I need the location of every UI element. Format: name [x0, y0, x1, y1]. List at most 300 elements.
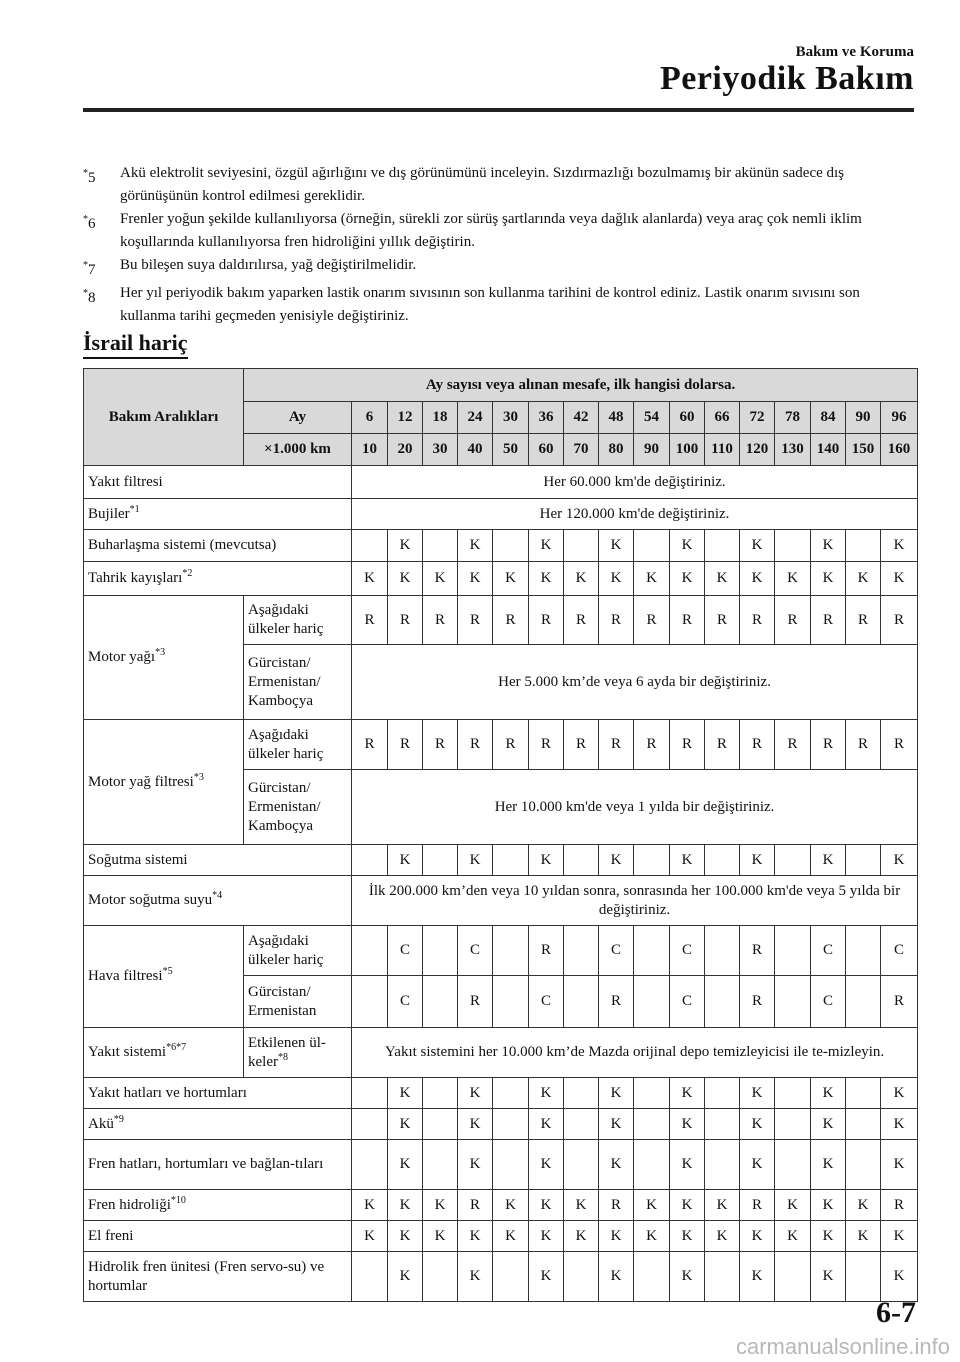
schedule-text: Yakıt sistemini her 10.000 km’de Mazda orijinal depo temizleyicisi ile te-mizleyin.	[352, 1028, 918, 1078]
schedule-cell: K	[458, 530, 493, 562]
schedule-cell: K	[811, 530, 846, 562]
schedule-cell	[564, 976, 599, 1028]
month-cell: 90	[846, 402, 881, 434]
schedule-cell: R	[740, 596, 775, 645]
schedule-cell: K	[811, 845, 846, 876]
schedule-cell: K	[458, 1078, 493, 1109]
item-label: Fren hatları, hortumları ve bağlan-tıları	[84, 1140, 352, 1190]
schedule-cell	[493, 1109, 529, 1140]
km-cell: 80	[599, 434, 634, 466]
schedule-cell: K	[881, 1140, 918, 1190]
footnote: *5 Akü elektrolit seviyesini, özgül ağırlığını ve dış görünümünü inceleyin. Sızdırmazlığı bozulmamış bir akünün sadece dış görünüşünün kontrol edilmesi gereklidir.	[83, 165, 845, 204]
schedule-cell: R	[670, 720, 705, 770]
item-label: Hava filtresi$^{*5}$	[84, 926, 244, 1028]
schedule-cell: R	[670, 596, 705, 645]
schedule-cell: C	[599, 926, 634, 976]
section-label: Bakım ve Koruma	[795, 44, 914, 60]
schedule-cell	[352, 1078, 388, 1109]
schedule-cell	[423, 845, 458, 876]
schedule-cell	[775, 976, 811, 1028]
month-cell: 72	[740, 402, 775, 434]
schedule-cell: R	[423, 720, 458, 770]
item-label: Yakıt filtresi	[84, 466, 352, 499]
intervals-header: Bakım Aralıkları	[84, 369, 244, 466]
schedule-cell: K	[740, 845, 775, 876]
schedule-cell: K	[740, 1140, 775, 1190]
schedule-cell: R	[599, 720, 634, 770]
month-cell: 54	[634, 402, 670, 434]
schedule-cell: K	[458, 1140, 493, 1190]
table-row	[84, 720, 918, 770]
schedule-text: Her 10.000 km'de veya 1 yılda bir değiştiriniz.	[352, 770, 918, 845]
schedule-cell	[846, 1078, 881, 1109]
schedule-cell: K	[670, 530, 705, 562]
schedule-cell: K	[881, 1109, 918, 1140]
schedule-cell	[493, 1140, 529, 1190]
sub-label: Aşağıdaki ülkeler hariç	[244, 926, 352, 976]
watermark: carmanualsonline.info	[735, 1334, 950, 1359]
month-cell: 6	[352, 402, 388, 434]
schedule-cell: K	[388, 1252, 423, 1302]
table-row	[84, 1078, 918, 1109]
footnotes	[83, 162, 913, 328]
schedule-cell: K	[529, 845, 564, 876]
schedule-cell	[705, 845, 740, 876]
sub-label: Aşağıdaki ülkeler hariç	[244, 596, 352, 645]
schedule-cell: K	[529, 530, 564, 562]
section-heading: İsrail hariç	[83, 330, 188, 359]
schedule-cell: K	[811, 1078, 846, 1109]
schedule-cell	[705, 1078, 740, 1109]
month-cell: 36	[529, 402, 564, 434]
schedule-cell: K	[881, 1078, 918, 1109]
schedule-cell: K	[493, 562, 529, 596]
schedule-cell: C	[811, 926, 846, 976]
month-cell: 66	[705, 402, 740, 434]
item-label: Soğutma sistemi	[84, 845, 352, 876]
schedule-cell: R	[846, 720, 881, 770]
schedule-cell: K	[564, 1190, 599, 1221]
schedule-cell: K	[670, 1252, 705, 1302]
schedule-cell: K	[846, 562, 881, 596]
schedule-cell: R	[740, 976, 775, 1028]
schedule-cell: R	[846, 596, 881, 645]
table-row	[84, 1109, 918, 1140]
schedule-cell	[564, 926, 599, 976]
schedule-cell: R	[599, 976, 634, 1028]
table-row	[84, 499, 918, 530]
schedule-cell: K	[529, 1078, 564, 1109]
schedule-cell: R	[529, 596, 564, 645]
item-label: El freni	[84, 1221, 352, 1252]
schedule-cell: C	[670, 926, 705, 976]
schedule-cell: K	[811, 1140, 846, 1190]
schedule-cell: K	[705, 1190, 740, 1221]
km-cell: 50	[493, 434, 529, 466]
schedule-cell: K	[564, 562, 599, 596]
schedule-cell: K	[881, 1252, 918, 1302]
schedule-cell	[493, 926, 529, 976]
schedule-cell: K	[352, 562, 388, 596]
schedule-cell: K	[423, 562, 458, 596]
table-row	[84, 845, 918, 876]
km-cell: 110	[705, 434, 740, 466]
table-row	[84, 1190, 918, 1221]
km-cell: 10	[352, 434, 388, 466]
sub-label: Aşağıdaki ülkeler hariç	[244, 720, 352, 770]
km-label: ×1.000 km	[244, 434, 352, 466]
schedule-cell	[634, 1109, 670, 1140]
schedule-cell: K	[846, 1221, 881, 1252]
schedule-cell	[775, 845, 811, 876]
schedule-cell: R	[388, 596, 423, 645]
schedule-cell: K	[458, 1109, 493, 1140]
schedule-cell	[775, 926, 811, 976]
month-cell: 18	[423, 402, 458, 434]
schedule-cell: K	[670, 1078, 705, 1109]
footnote: *6 Frenler yoğun şekilde kullanılıyorsa (örneğin, sürekli zor sürüş şartlarında veya dağlık alanlarda) veya araç çok nemli iklim koşullarında kullanılıyorsa fren hidroliğini yıllık değiştirin.	[83, 211, 862, 250]
schedule-cell: K	[705, 1221, 740, 1252]
schedule-cell: K	[388, 562, 423, 596]
schedule-cell: R	[388, 720, 423, 770]
schedule-cell	[634, 1140, 670, 1190]
item-label: Hidrolik fren ünitesi (Fren servo-su) ve hortumlar	[84, 1252, 352, 1302]
schedule-cell	[775, 1109, 811, 1140]
schedule-cell: K	[740, 1109, 775, 1140]
schedule-cell: R	[740, 1190, 775, 1221]
schedule-cell: K	[881, 1221, 918, 1252]
schedule-cell: K	[352, 1190, 388, 1221]
schedule-cell: K	[388, 1140, 423, 1190]
schedule-cell: K	[423, 1221, 458, 1252]
schedule-cell: K	[458, 562, 493, 596]
schedule-cell	[705, 1140, 740, 1190]
schedule-cell	[634, 926, 670, 976]
schedule-cell: K	[599, 1078, 634, 1109]
schedule-cell: K	[599, 1109, 634, 1140]
schedule-cell	[705, 1252, 740, 1302]
schedule-cell	[846, 1140, 881, 1190]
schedule-cell	[352, 1252, 388, 1302]
schedule-cell	[423, 1078, 458, 1109]
month-cell: 96	[881, 402, 918, 434]
schedule-cell	[352, 926, 388, 976]
schedule-cell: R	[564, 596, 599, 645]
schedule-cell: K	[634, 1190, 670, 1221]
schedule-cell	[423, 1140, 458, 1190]
schedule-cell: C	[388, 976, 423, 1028]
schedule-cell: K	[599, 1140, 634, 1190]
schedule-cell: R	[529, 926, 564, 976]
schedule-cell: K	[846, 1190, 881, 1221]
schedule-cell: R	[564, 720, 599, 770]
schedule-cell: R	[811, 596, 846, 645]
months-label: Ay	[244, 402, 352, 434]
schedule-cell: R	[634, 720, 670, 770]
schedule-cell	[564, 1252, 599, 1302]
schedule-cell: K	[564, 1221, 599, 1252]
schedule-cell: K	[811, 1190, 846, 1221]
schedule-cell: R	[458, 976, 493, 1028]
schedule-cell	[705, 926, 740, 976]
schedule-cell: R	[634, 596, 670, 645]
schedule-cell: K	[811, 1109, 846, 1140]
schedule-cell	[846, 1109, 881, 1140]
table-row	[84, 596, 918, 645]
schedule-cell: R	[740, 926, 775, 976]
item-label: Yakıt sistemi$^{*6*7}$	[84, 1028, 244, 1078]
schedule-cell	[423, 976, 458, 1028]
schedule-cell	[423, 530, 458, 562]
schedule-cell	[493, 530, 529, 562]
schedule-cell: K	[670, 845, 705, 876]
schedule-cell: K	[775, 1221, 811, 1252]
schedule-cell: K	[670, 1109, 705, 1140]
schedule-cell: K	[811, 1252, 846, 1302]
month-cell: 60	[670, 402, 705, 434]
schedule-cell	[846, 926, 881, 976]
schedule-cell: K	[352, 1221, 388, 1252]
schedule-cell: K	[529, 1252, 564, 1302]
schedule-cell	[775, 1252, 811, 1302]
month-cell: 84	[811, 402, 846, 434]
schedule-cell: R	[352, 720, 388, 770]
schedule-cell: R	[458, 596, 493, 645]
schedule-cell: R	[740, 720, 775, 770]
schedule-cell: K	[670, 1221, 705, 1252]
schedule-cell: C	[670, 976, 705, 1028]
month-cell: 24	[458, 402, 493, 434]
schedule-cell: K	[775, 562, 811, 596]
table-row	[84, 1028, 918, 1078]
schedule-text: İlk 200.000 km’den veya 10 yıldan sonra, sonrasında her 100.000 km'de veya 5 yılda bir değiştiriniz.	[352, 876, 918, 926]
schedule-cell	[352, 1140, 388, 1190]
table-row	[84, 562, 918, 596]
schedule-cell	[634, 530, 670, 562]
km-cell: 140	[811, 434, 846, 466]
schedule-cell: R	[529, 720, 564, 770]
schedule-cell: K	[493, 1190, 529, 1221]
schedule-cell: K	[458, 1252, 493, 1302]
schedule-cell	[493, 845, 529, 876]
schedule-cell	[634, 845, 670, 876]
schedule-cell	[846, 1252, 881, 1302]
schedule-cell: K	[599, 845, 634, 876]
schedule-cell: R	[881, 1190, 918, 1221]
schedule-cell	[564, 845, 599, 876]
month-cell: 30	[493, 402, 529, 434]
schedule-cell: K	[388, 845, 423, 876]
schedule-cell	[352, 976, 388, 1028]
schedule-cell: K	[599, 562, 634, 596]
km-cell: 70	[564, 434, 599, 466]
km-cell: 100	[670, 434, 705, 466]
schedule-cell: K	[388, 1221, 423, 1252]
km-cell: 90	[634, 434, 670, 466]
schedule-cell: K	[599, 530, 634, 562]
table-row	[84, 926, 918, 976]
schedule-cell	[705, 1109, 740, 1140]
schedule-cell: K	[458, 845, 493, 876]
schedule-cell: K	[740, 1252, 775, 1302]
schedule-cell: K	[740, 1078, 775, 1109]
month-cell: 12	[388, 402, 423, 434]
schedule-cell: K	[740, 562, 775, 596]
schedule-cell: K	[881, 845, 918, 876]
sub-label: Gürcistan/ Ermenistan/ Kamboçya	[244, 770, 352, 845]
header-divider	[83, 108, 914, 112]
schedule-cell	[564, 530, 599, 562]
schedule-text: Her 120.000 km'de değiştiriniz.	[352, 499, 918, 530]
km-cell: 130	[775, 434, 811, 466]
km-cell: 160	[881, 434, 918, 466]
schedule-cell	[634, 1252, 670, 1302]
condition-header: Ay sayısı veya alınan mesafe, ilk hangisi dolarsa.	[244, 369, 918, 402]
schedule-cell: C	[881, 926, 918, 976]
schedule-cell	[846, 530, 881, 562]
item-label: Yakıt hatları ve hortumları	[84, 1078, 352, 1109]
schedule-cell: K	[811, 1221, 846, 1252]
km-cell: 30	[423, 434, 458, 466]
schedule-cell: R	[423, 596, 458, 645]
schedule-cell: K	[775, 1190, 811, 1221]
schedule-cell: K	[388, 1109, 423, 1140]
item-label: Motor yağ filtresi$^{*3}$	[84, 720, 244, 845]
schedule-cell	[352, 845, 388, 876]
schedule-cell: K	[599, 1252, 634, 1302]
schedule-cell: R	[352, 596, 388, 645]
table-row	[84, 1252, 918, 1302]
schedule-cell: K	[529, 1109, 564, 1140]
item-label: Buharlaşma sistemi (mevcutsa)	[84, 530, 352, 562]
schedule-cell	[775, 1140, 811, 1190]
schedule-cell	[705, 530, 740, 562]
table-row	[84, 530, 918, 562]
km-cell: 120	[740, 434, 775, 466]
maintenance-schedule-table	[83, 368, 918, 1302]
footnote: *8 Her yıl periyodik bakım yaparken lastik onarım sıvısının son kullanma tarihini de kontrol ediniz. Lastik onarım sıvısını son kullanma tarihi geçmeden yenisiyle değiştiriniz.	[83, 285, 860, 324]
schedule-cell: K	[811, 562, 846, 596]
item-label: Motor soğutma suyu$^{*4}$	[84, 876, 352, 926]
page-number: 6-7	[876, 1296, 916, 1329]
schedule-cell	[846, 845, 881, 876]
schedule-cell: R	[881, 596, 918, 645]
table-row	[84, 466, 918, 499]
schedule-cell: K	[670, 1140, 705, 1190]
schedule-cell	[634, 976, 670, 1028]
item-label: Bujiler$^{*1}$	[84, 499, 352, 530]
schedule-cell	[352, 1109, 388, 1140]
schedule-cell: K	[493, 1221, 529, 1252]
schedule-cell	[493, 976, 529, 1028]
schedule-cell: K	[740, 530, 775, 562]
schedule-cell: K	[529, 1190, 564, 1221]
km-cell: 40	[458, 434, 493, 466]
schedule-cell	[493, 1252, 529, 1302]
table-row	[84, 1221, 918, 1252]
schedule-cell	[423, 1252, 458, 1302]
table-row	[84, 1140, 918, 1190]
schedule-text: Her 5.000 km’de veya 6 ayda bir değiştiriniz.	[352, 645, 918, 720]
footnote: *7 Bu bileşen suya daldırılırsa, yağ değiştirilmelidir.	[83, 257, 417, 278]
month-cell: 78	[775, 402, 811, 434]
schedule-cell: K	[423, 1190, 458, 1221]
schedule-cell: K	[670, 1190, 705, 1221]
schedule-cell: R	[775, 596, 811, 645]
schedule-cell: K	[705, 562, 740, 596]
km-cell: 60	[529, 434, 564, 466]
schedule-cell: K	[458, 1221, 493, 1252]
sub-label: Gürcistan/ Ermenistan/ Kamboçya	[244, 645, 352, 720]
schedule-cell	[846, 976, 881, 1028]
schedule-cell: K	[740, 1221, 775, 1252]
chapter-title: Periyodik Bakım	[659, 60, 914, 97]
schedule-cell: K	[529, 1140, 564, 1190]
schedule-cell	[423, 1109, 458, 1140]
item-label: Fren hidroliği$^{*10}$	[84, 1190, 352, 1221]
schedule-cell	[634, 1078, 670, 1109]
schedule-cell: K	[634, 1221, 670, 1252]
schedule-cell: R	[458, 720, 493, 770]
schedule-cell: K	[881, 562, 918, 596]
schedule-cell: C	[529, 976, 564, 1028]
schedule-cell: K	[388, 530, 423, 562]
schedule-cell	[775, 1078, 811, 1109]
schedule-cell: K	[599, 1221, 634, 1252]
schedule-cell: R	[775, 720, 811, 770]
schedule-text: Her 60.000 km'de değiştiriniz.	[352, 466, 918, 499]
month-cell: 42	[564, 402, 599, 434]
sub-label: Etkilenen ül-keler$^{*8}$	[244, 1028, 352, 1078]
schedule-cell: R	[599, 1190, 634, 1221]
schedule-cell: K	[529, 562, 564, 596]
item-label: Tahrik kayışları$^{*2}$	[84, 562, 352, 596]
schedule-cell: C	[388, 926, 423, 976]
item-label: Akü$^{*9}$	[84, 1109, 352, 1140]
schedule-cell: C	[458, 926, 493, 976]
schedule-cell	[493, 1078, 529, 1109]
schedule-cell	[775, 530, 811, 562]
schedule-cell: R	[493, 596, 529, 645]
month-cell: 48	[599, 402, 634, 434]
schedule-cell: K	[670, 562, 705, 596]
schedule-cell: K	[881, 530, 918, 562]
schedule-cell: K	[634, 562, 670, 596]
schedule-cell: R	[705, 596, 740, 645]
schedule-cell	[423, 926, 458, 976]
schedule-cell	[564, 1078, 599, 1109]
table-row	[84, 876, 918, 926]
schedule-cell: K	[529, 1221, 564, 1252]
schedule-cell: R	[705, 720, 740, 770]
item-label: Motor yağı$^{*3}$	[84, 596, 244, 720]
schedule-cell: C	[811, 976, 846, 1028]
km-cell: 20	[388, 434, 423, 466]
sub-label: Gürcistan/ Ermenistan	[244, 976, 352, 1028]
schedule-cell: R	[881, 976, 918, 1028]
schedule-cell: K	[388, 1078, 423, 1109]
schedule-cell	[705, 976, 740, 1028]
schedule-cell: R	[458, 1190, 493, 1221]
schedule-cell	[564, 1109, 599, 1140]
schedule-cell: K	[388, 1190, 423, 1221]
schedule-cell	[564, 1140, 599, 1190]
schedule-cell: R	[811, 720, 846, 770]
km-cell: 150	[846, 434, 881, 466]
schedule-cell: R	[493, 720, 529, 770]
schedule-cell	[352, 530, 388, 562]
schedule-cell: R	[881, 720, 918, 770]
